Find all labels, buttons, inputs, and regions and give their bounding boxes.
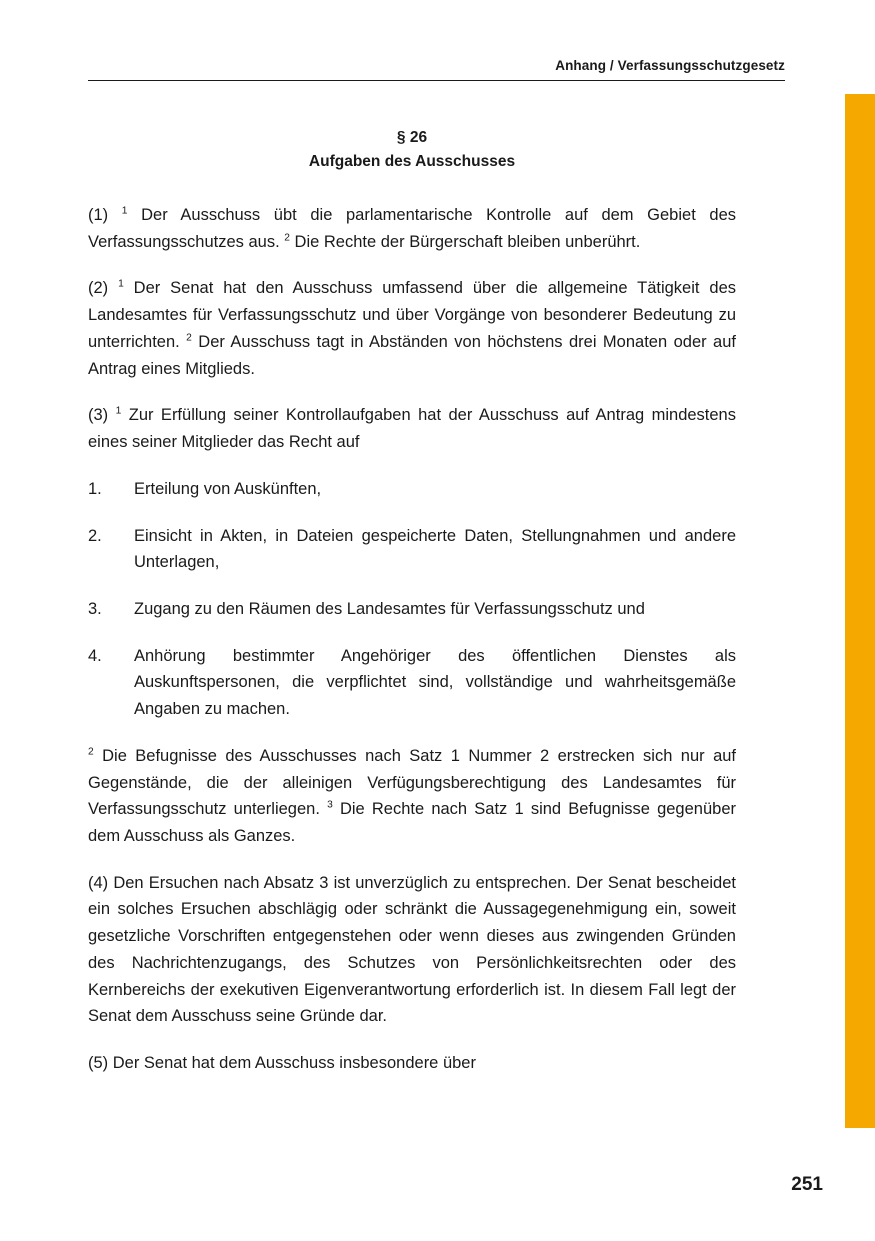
list-item-number: 4.	[88, 646, 102, 665]
list-item-number: 1.	[88, 479, 102, 498]
section-heading: Aufgaben des Ausschusses	[308, 153, 516, 171]
list-item-number: 3.	[88, 599, 102, 618]
list-item	[88, 596, 736, 623]
page-title	[88, 126, 736, 174]
list-item-text: Einsicht in Akten, in Dateien gespeicherte Daten, Stellungnahmen und andere Unterlagen,	[134, 526, 736, 572]
section-edge-marker	[845, 94, 875, 1128]
numbered-list	[88, 476, 736, 723]
paragraph-3	[88, 402, 736, 455]
paragraph-2	[88, 275, 736, 382]
para1-label: (1)	[88, 206, 122, 225]
para2-label: (2)	[88, 279, 119, 298]
para1-sentence-2: Die Rechte der Bürgerschaft bleiben unberührt.	[289, 232, 641, 251]
paragraph-1	[88, 202, 736, 255]
list-item	[88, 523, 736, 576]
para3-sentence-1: Zur Erfüllung seiner Kontrollaufgaben hat der Ausschuss auf Antrag mindestens eines seiner Mitglieder das Recht auf	[88, 406, 736, 452]
page-content	[88, 126, 736, 1097]
paragraph-6: (5) Der Senat hat dem Ausschuss insbesondere über	[88, 1054, 476, 1072]
list-item-number: 2.	[88, 526, 102, 545]
footnote-marker-2: 2	[88, 746, 94, 758]
list-item	[88, 476, 736, 503]
para2-sentence-1: Der Senat hat den Ausschuss umfassend über die allgemeine Tätigkeit des Landesamtes für Verfassungsschutz und über Vorgänge von besonderer Bedeutung zu unterrichten.	[88, 279, 736, 351]
list-item-text: Erteilung von Auskünften,	[134, 479, 322, 498]
footnote-marker-1: 1	[121, 205, 128, 217]
footnote-marker-3: 3	[327, 799, 333, 811]
footnote-marker-2: 2	[284, 232, 290, 244]
running-header: Anhang / Verfassungsschutzgesetz	[88, 58, 785, 81]
para3-label: (3)	[88, 406, 116, 425]
paragraph-4	[88, 743, 736, 850]
para4-sentence-1: Die Befugnisse des Ausschusses nach Satz 1 Nummer 2 erstrecken sich nur auf Gegenstände, die der alleinigen Verfügungsberechtigung des Landesamtes für Verfassungsschutz unterliegen.	[88, 746, 736, 819]
page-number: 251	[791, 1174, 823, 1195]
footnote-marker-2: 2	[186, 332, 192, 344]
footnote-marker-1: 1	[115, 405, 122, 417]
para1-sentence-1: Der Ausschuss übt die parlamentarische Kontrolle auf dem Gebiet des Verfassungsschutzes aus.	[88, 206, 737, 251]
para2-sentence-2: Der Ausschuss tagt in Abständen von höchstens drei Monaten oder auf Antrag eines Mitglieds.	[88, 332, 736, 378]
list-item	[88, 643, 736, 723]
section-number: § 26	[396, 129, 428, 146]
paragraph-5: (4) Den Ersuchen nach Absatz 3 ist unverzüglich zu entsprechen. Der Senat bescheidet ein solches Ersuchen abschlägig oder schränkt die Aussagegenehmigung ein, soweit gesetzliche Vorschriften entgegenstehen oder wenn dieses aus zwingenden Gründen des Nachrichtenzugangs, des Schutzes von Persönlichkeitsrechten oder des Kernbereichs der exekutiven Eigenverantwortung erforderlich ist. In diesem Fall legt der Senat dem Ausschuss seine Gründe dar.	[88, 873, 736, 1026]
footnote-marker-1: 1	[118, 278, 124, 290]
list-item-text: Anhörung bestimmter Angehöriger des öffentlichen Dienstes als Auskunftspersonen, die verpflichtet sind, vollständige und wahrheitsgemäße Angaben zu machen.	[134, 646, 736, 719]
para4-sentence-2: Die Rechte nach Satz 1 sind Befugnisse gegenüber dem Ausschuss als Ganzes.	[88, 800, 736, 845]
list-item-text: Zugang zu den Räumen des Landesamtes für Verfassungsschutz und	[134, 599, 645, 618]
